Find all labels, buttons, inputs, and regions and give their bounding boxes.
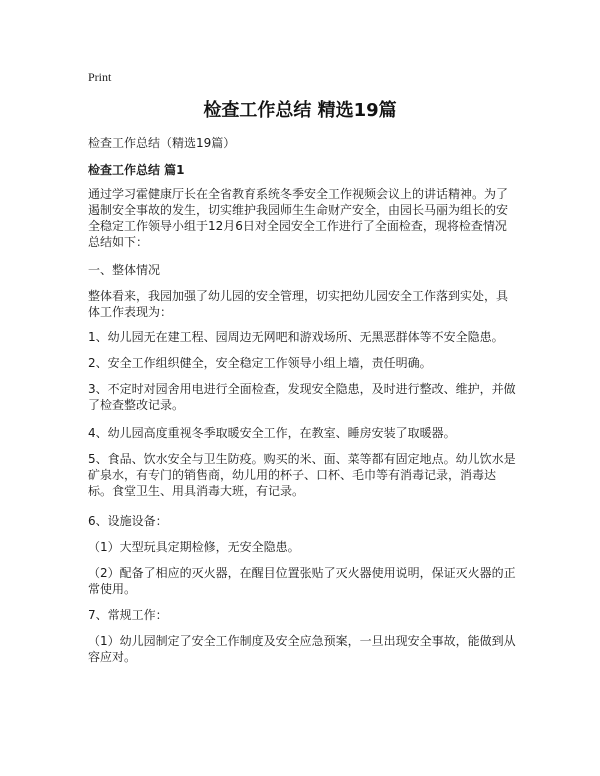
paragraph-item-6: 6、设施设备：: [88, 514, 168, 528]
paragraph-item-5: 5、食品、饮水安全与卫生防疫。购买的米、面、菜等都有固定地点。幼儿饮水是矿泉水，有专门的销售商，幼儿用的杯子、口杯、毛巾等有消毒记录，消毒达标。食堂卫生、用具消毒大班，有记录。: [88, 452, 516, 498]
paragraph-item-3: 3、不定时对园舍用电进行全面检查，发现安全隐患，及时进行整改、维护，并做了检查整改记录。: [88, 382, 516, 412]
paragraph-heading-1: 一、整体情况: [88, 263, 161, 277]
paragraph-overview: 整体看来，我园加强了幼儿园的安全管理，切实把幼儿园安全工作落到实处，具体工作表现为：: [88, 289, 509, 319]
paragraph-item-7: 7、常规工作：: [88, 608, 168, 622]
paragraph-item-2: 2、安全工作组织健全，安全稳定工作领导小组上墙，责任明确。: [88, 356, 432, 370]
paragraph-item-6-1: （1）大型玩具定期检修，无安全隐患。: [88, 540, 300, 554]
paragraph-item-6-2: （2）配备了相应的灭火器，在醒目位置张贴了灭火器使用说明，保证灭火器的正常使用。: [88, 566, 516, 596]
paragraph-item-7-1: （1）幼儿园制定了安全工作制度及安全应急预案，一旦出现安全事故，能做到从容应对。: [88, 634, 516, 664]
print-label[interactable]: Print: [88, 70, 112, 84]
paragraph-intro: 通过学习霍健康厅长在全省教育系统冬季安全工作视频会议上的讲话精神。为了遏制安全事故的发生，切实维护我园师生生命财产安全，由园长马丽为组长的安全稳定工作领导小组于12月6日对全园安全工作进行了全面检查，现将检查情况总结如下：: [88, 187, 509, 249]
paragraph-item-1: 1、幼儿园无在建工程、园周边无网吧和游戏场所、无黑恶群体等不安全隐患。: [88, 330, 504, 344]
paragraph-item-4: 4、幼儿园高度重视冬季取暖安全工作，在教室、睡房安装了取暖器。: [88, 426, 456, 440]
page-title: 检查工作总结 精选19篇: [203, 100, 397, 121]
document-subtitle: 检查工作总结（精选19篇）: [88, 136, 236, 150]
section-heading: 检查工作总结 篇1: [88, 163, 185, 177]
